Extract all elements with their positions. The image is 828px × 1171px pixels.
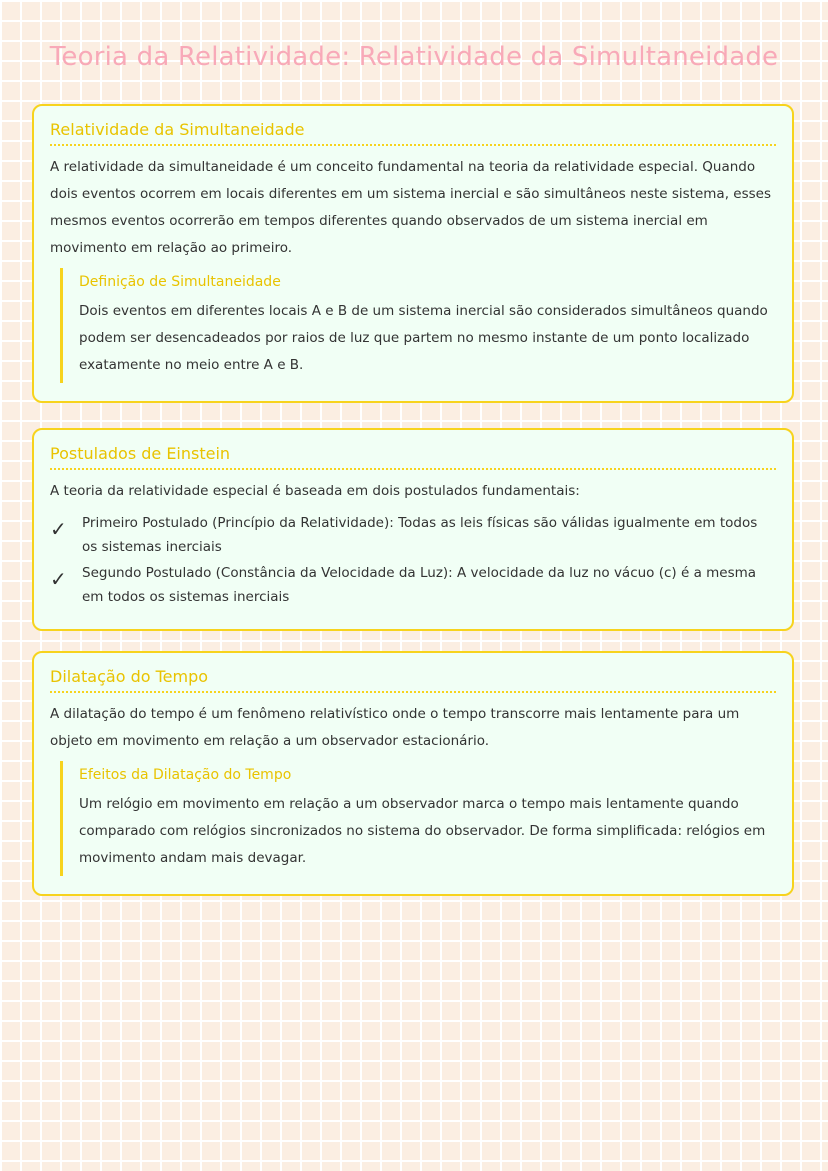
page-title: Teoria da Relatividade: Relatividade da Simultaneidade	[49, 42, 779, 72]
list-item	[50, 511, 776, 559]
check-icon: ✓	[50, 567, 67, 591]
section-text: A dilatação do tempo é um fenômeno relativístico onde o tempo transcorre mais lentamente para um objeto em movimento em relação a um observador estacionário.	[50, 706, 740, 749]
effects-box	[60, 761, 776, 876]
section-title: Dilatação do Tempo	[50, 667, 776, 693]
section-card-dilatacao	[32, 651, 794, 896]
effects-title: Efeitos da Dilatação do Tempo	[79, 767, 292, 783]
definition-box	[60, 268, 776, 383]
list-item	[50, 561, 776, 609]
section-card-simultaneidade	[32, 104, 794, 403]
definition-text: Dois eventos em diferentes locais A e B de um sistema inercial são considerados simultâneos quando podem ser desencadeados por raios de luz que partem no mesmo instante de um ponto localizado exatamente no meio entre A e B.	[79, 303, 768, 373]
section-text: A relatividade da simultaneidade é um conceito fundamental na teoria da relatividade especial. Quando dois eventos ocorrem em locais diferentes em um sistema inercial e são simultâneos neste sistema, esses mesmos eventos ocorrerão em tempos diferentes quando observados de um sistema inercial em movimento em relação ao primeiro.	[50, 159, 771, 256]
check-icon: ✓	[50, 517, 67, 541]
effects-text: Um relógio em movimento em relação a um observador marca o tempo mais lentamente quando comparado com relógios sincronizados no sistema do observador. De forma simplificada: relógios em movimento andam mais devagar.	[79, 796, 766, 866]
section-title: Postulados de Einstein	[50, 444, 776, 470]
section-title: Relatividade da Simultaneidade	[50, 120, 776, 146]
section-text: A teoria da relatividade especial é baseada em dois postulados fundamentais:	[50, 483, 580, 499]
section-card-postulados	[32, 428, 794, 631]
list-item-text: Segundo Postulado (Constância da Velocidade da Luz): A velocidade da luz no vácuo (c) é a mesma em todos os sistemas inerciais	[82, 565, 757, 605]
postulates-list	[50, 511, 776, 609]
list-item-text: Primeiro Postulado (Princípio da Relatividade): Todas as leis físicas são válidas igualmente em todos os sistemas inerciais	[82, 515, 758, 555]
definition-title: Definição de Simultaneidade	[79, 274, 281, 290]
